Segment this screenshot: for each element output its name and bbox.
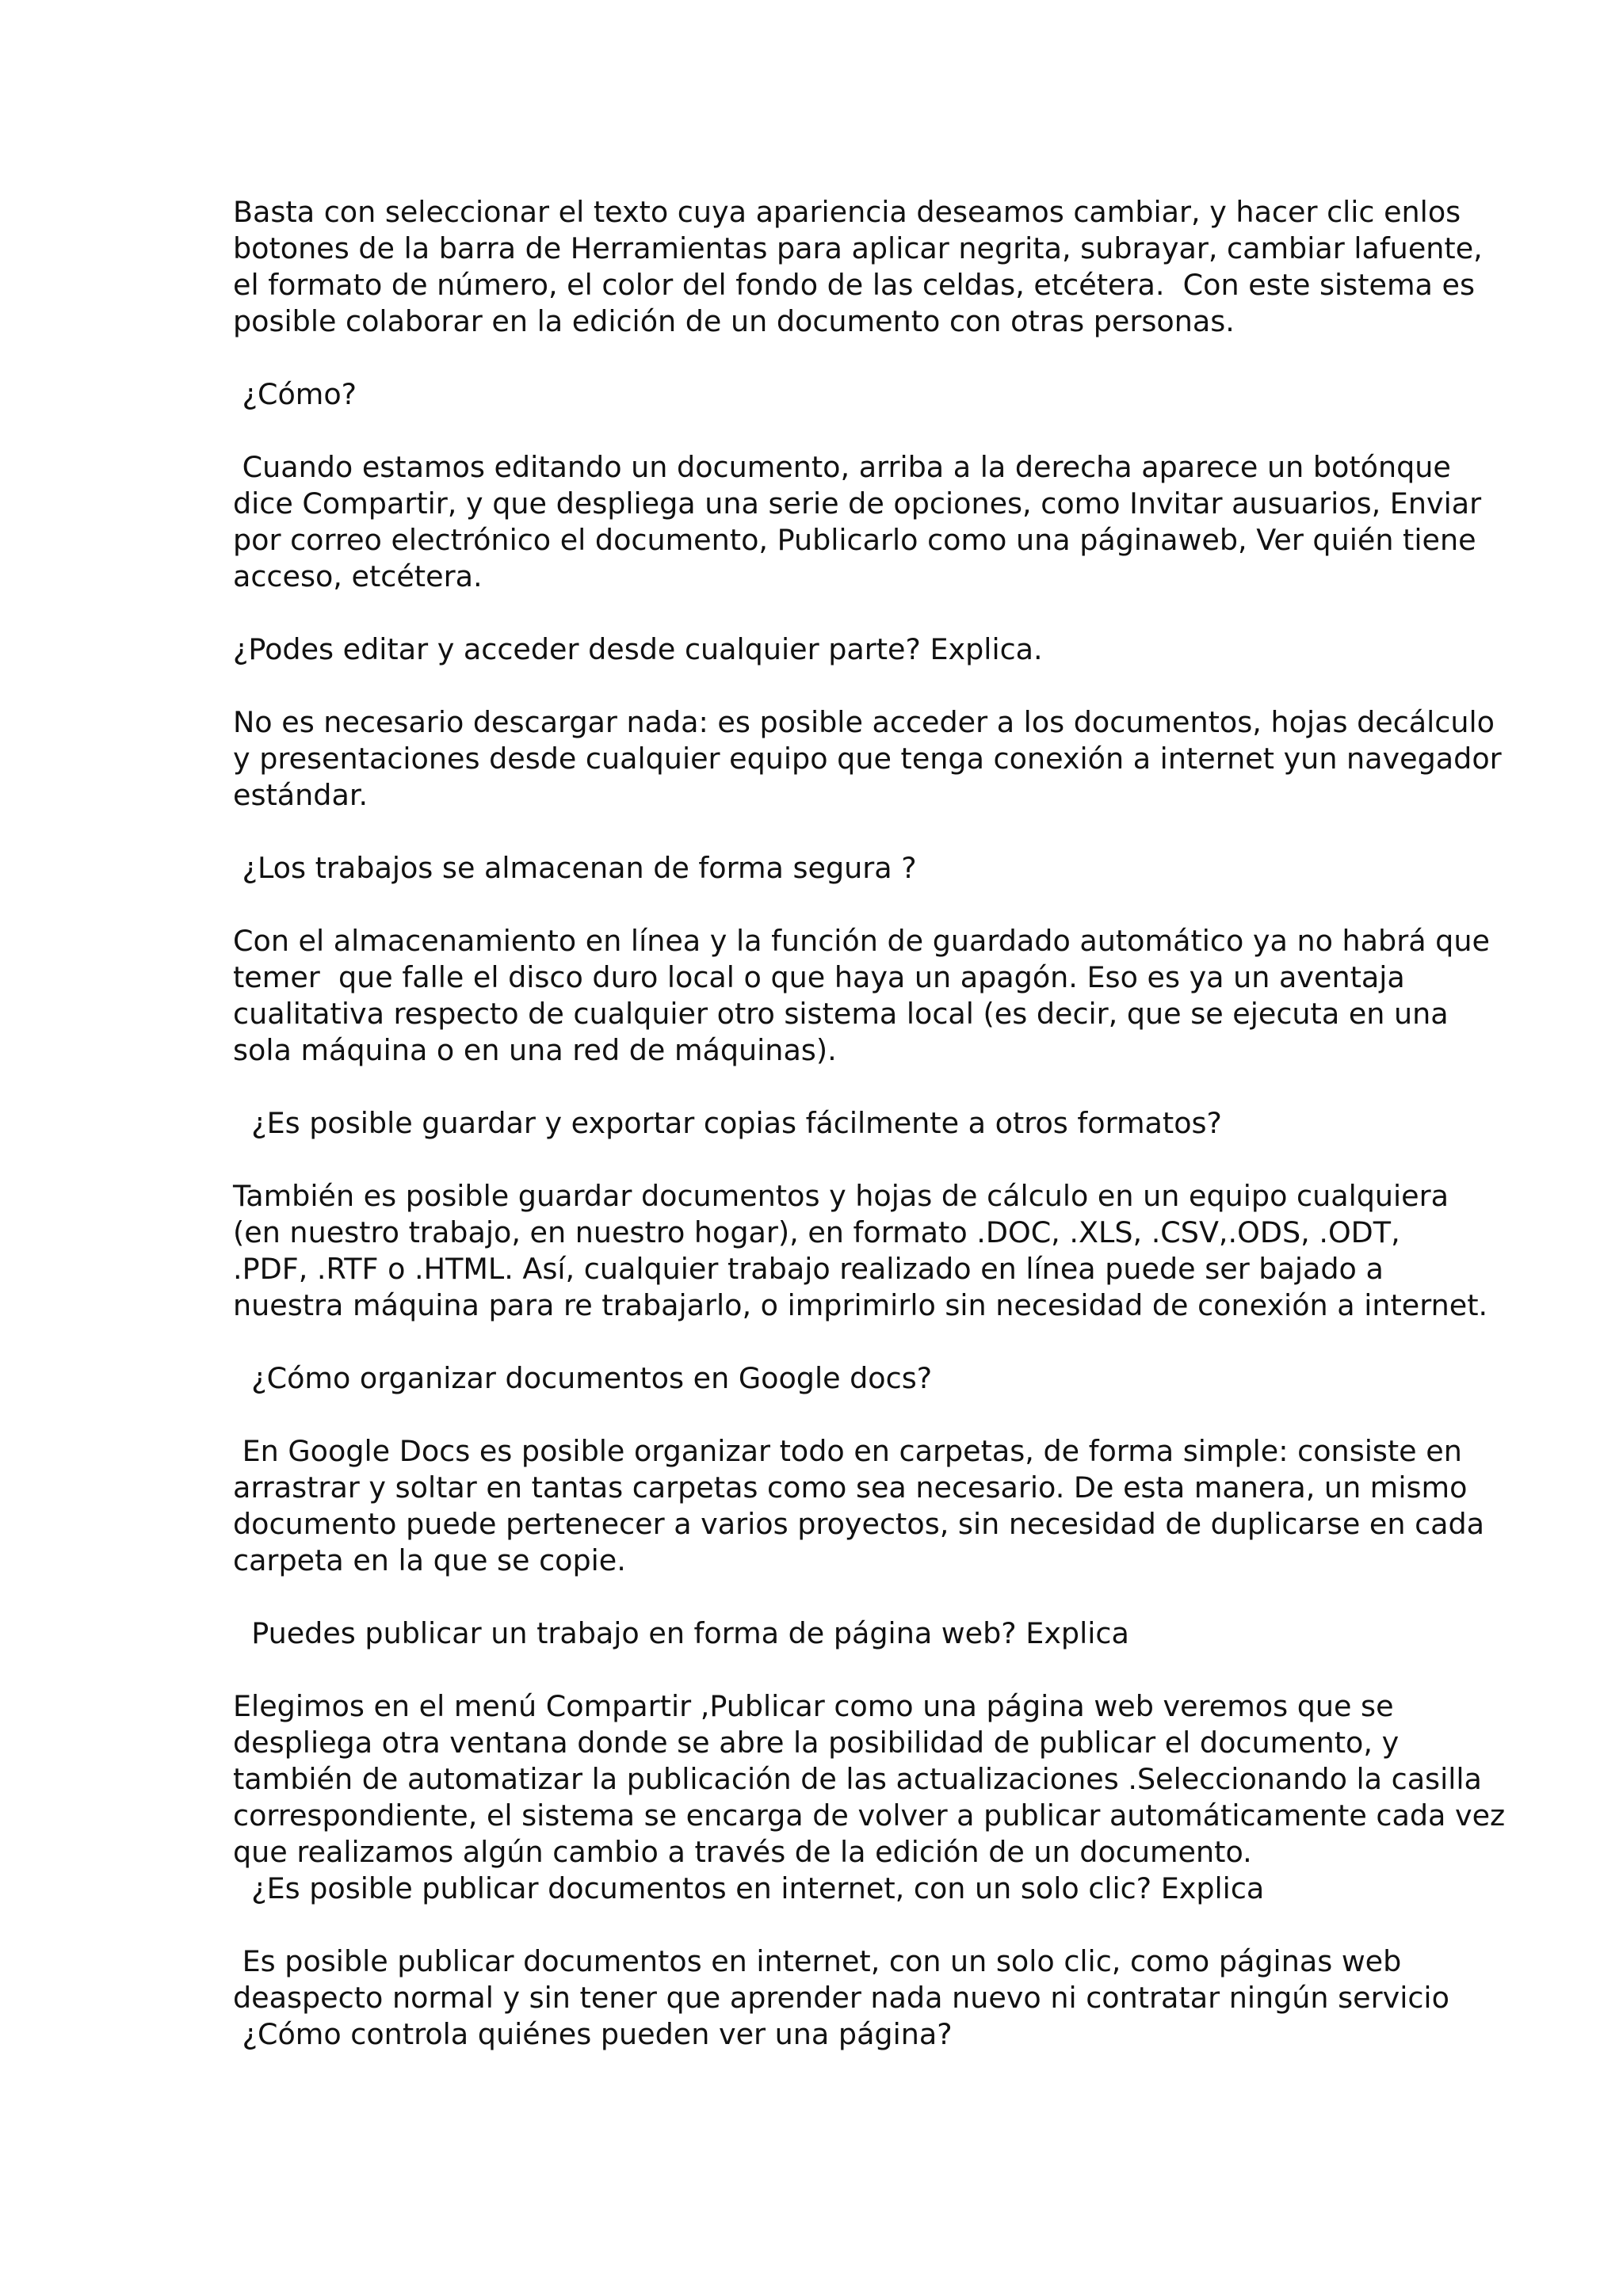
text-line: deaspecto normal y sin tener que aprender nada nuevo ni contratar ningún servicio [233,1981,1449,2015]
text-line: Basta con seleccionar el texto cuya apariencia deseamos cambiar, y hacer clic enlos [233,195,1461,229]
paragraph [233,194,1483,340]
text-line: correspondiente, el sistema se encarga de volver a publicar automáticamente cada vez [233,1798,1506,1833]
paragraph [233,704,1502,814]
paragraph [233,923,1490,1069]
paragraph [233,1688,1506,1907]
text-line: sola máquina o en una red de máquinas). [233,1033,837,1067]
text-line: ¿Los trabajos se almacenan de forma segura ? [233,851,917,885]
text-line: .PDF, .RTF o .HTML. Así, cualquier trabajo realizado en línea puede ser bajado a [233,1252,1384,1286]
paragraph [233,1360,1422,1397]
text-line: Elegimos en el menú Compartir ,Publicar como una página web veremos que se [233,1689,1394,1723]
text-line: No es necesario descargar nada: es posible acceder a los documentos, hojas decálculo [233,705,1495,739]
text-line: documento puede pertenecer a varios proyectos, sin necesidad de duplicarse en cada [233,1507,1485,1541]
paragraph [233,376,1422,413]
text-line: por correo electrónico el documento, Publicarlo como una páginaweb, Ver quién tiene [233,523,1476,557]
text-line: también de automatizar la publicación de las actualizaciones .Seleccionando la casilla [233,1762,1482,1796]
text-line: acceso, etcétera. [233,559,483,593]
text-line: temer que falle el disco duro local o que haya un apagón. Eso es ya un aventaja [233,960,1405,994]
text-line: arrastrar y soltar en tantas carpetas como sea necesario. De esta manera, un mismo [233,1470,1468,1505]
text-line: ¿Es posible guardar y exportar copias fácilmente a otros formatos? [233,1106,1222,1140]
text-line: ¿Podes editar y acceder desde cualquier parte? Explica. [233,632,1043,666]
paragraph [233,1105,1422,1142]
paragraph [233,1178,1488,1324]
text-line: nuestra máquina para re trabajarlo, o imprimirlo sin necesidad de conexión a internet. [233,1288,1488,1322]
paragraph [233,1943,1449,2053]
text-line: Puedes publicar un trabajo en forma de página web? Explica [233,1616,1129,1650]
text-line: Con el almacenamiento en línea y la función de guardado automático ya no habrá que [233,924,1490,958]
text-line: carpeta en la que se copie. [233,1543,626,1577]
paragraph [233,850,1422,887]
document-body [233,194,1506,2053]
text-line: despliega otra ventana donde se abre la posibilidad de publicar el documento, y [233,1726,1400,1760]
text-line: cualitativa respecto de cualquier otro sistema local (es decir, que se ejecuta en una [233,997,1449,1031]
text-line: ¿Es posible publicar documentos en internet, con un solo clic? Explica [233,1871,1265,1905]
text-line: ¿Cómo? [233,377,357,411]
text-line: botones de la barra de Herramientas para aplicar negrita, subrayar, cambiar lafuente, [233,231,1483,265]
text-line: el formato de número, el color del fondo de las celdas, etcétera. Con este sistema es [233,268,1475,302]
text-line: ¿Cómo organizar documentos en Google docs? [233,1361,933,1395]
text-line: En Google Docs es posible organizar todo en carpetas, de forma simple: consiste en [233,1434,1462,1468]
text-line: ¿Cómo controla quiénes pueden ver una página? [233,2017,953,2051]
paragraph [233,1615,1422,1652]
text-line: Es posible publicar documentos en internet, con un solo clic, como páginas web [233,1944,1402,1978]
text-line: Cuando estamos editando un documento, arriba a la derecha aparece un botónque [233,450,1451,484]
text-line: posible colaborar en la edición de un documento con otras personas. [233,304,1235,338]
paragraph [233,631,1422,668]
text-line: que realizamos algún cambio a través de la edición de un documento. [233,1835,1252,1869]
paragraph [233,1433,1485,1579]
text-line: dice Compartir, y que despliega una serie de opciones, como Invitar ausuarios, Enviar [233,486,1482,521]
text-line: (en nuestro trabajo, en nuestro hogar), en formato .DOC, .XLS, .CSV,.ODS, .ODT, [233,1215,1400,1249]
paragraph [233,449,1482,595]
text-line: También es posible guardar documentos y hojas de cálculo en un equipo cualquiera [233,1179,1449,1213]
text-line: estándar. [233,778,369,812]
text-line: y presentaciones desde cualquier equipo que tenga conexión a internet yun navegador [233,742,1502,776]
